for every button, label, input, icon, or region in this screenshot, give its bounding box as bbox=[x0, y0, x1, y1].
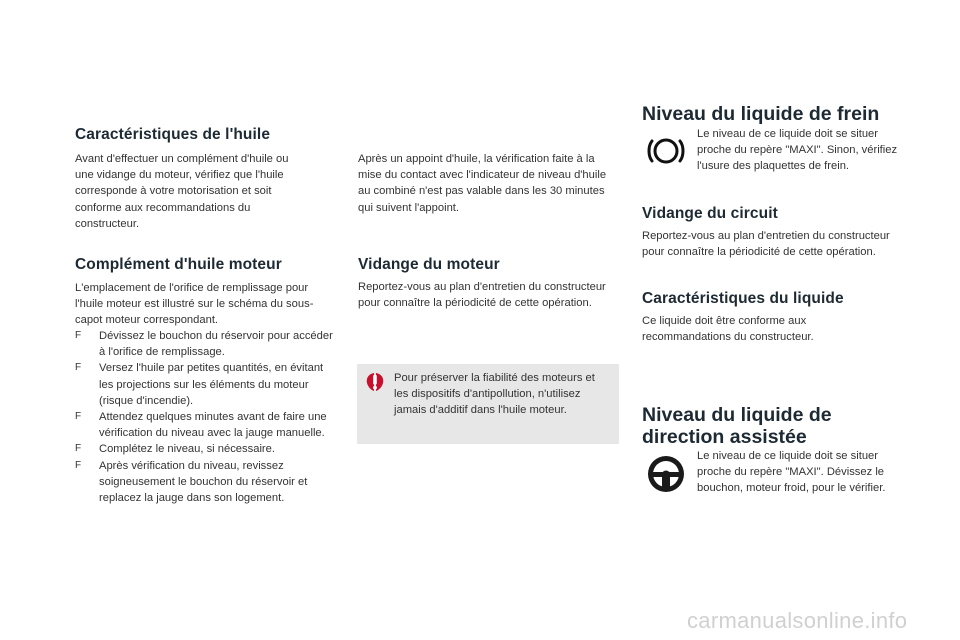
engine-drain-text: Reportez-vous au plan d'entretien du constructeur pour connaître la périodicité de cette opération. bbox=[358, 281, 606, 310]
brake-fluid-title: Niveau du liquide de frein bbox=[642, 103, 880, 125]
circuit-drain-title: Vidange du circuit bbox=[642, 205, 778, 222]
brake-warning-icon bbox=[646, 134, 686, 168]
bullet-icon: F bbox=[75, 362, 82, 374]
warning-box bbox=[357, 364, 619, 444]
power-steering-title: Niveau du liquide de direction assistée bbox=[642, 404, 832, 448]
brake-fluid-text: Le niveau de ce liquide doit se situer proche du repère "MAXI". Sinon, vérifiez l'usure des plaquettes de frein. bbox=[697, 128, 898, 173]
engine-drain-title: Vidange du moteur bbox=[358, 256, 500, 273]
list-item: F Attendez quelques minutes avant de faire une vérification du niveau avec la jauge manuelle. bbox=[75, 411, 327, 440]
steering-wheel-icon bbox=[646, 454, 686, 494]
fluid-specs-title: Caractéristiques du liquide bbox=[642, 290, 844, 307]
bullet-icon: F bbox=[75, 443, 82, 455]
power-steering-text: Le niveau de ce liquide doit se situer proche du repère "MAXI". Dévissez le bouchon, moteur froid, pour le vérifier. bbox=[697, 450, 886, 495]
list-item: F Versez l'huile par petites quantités, en évitant les projections sur les éléments du moteur (risque d'incendie). bbox=[75, 362, 324, 407]
oil-topup-steps bbox=[75, 328, 337, 506]
oil-topup-title: Complément d'huile moteur bbox=[75, 256, 282, 273]
fluid-specs-text: Ce liquide doit être conforme aux recommandations du constructeur. bbox=[642, 315, 814, 344]
bullet-icon: F bbox=[75, 330, 82, 341]
list-item: F Complétez le niveau, si nécessaire. bbox=[75, 441, 337, 457]
circuit-drain-text: Reportez-vous au plan d'entretien du constructeur pour connaître la périodicité de cette opération. bbox=[642, 230, 890, 259]
oil-topup-intro: L'emplacement de l'orifice de remplissage pour l'huile moteur est illustré sur le schéma du sous-capot moteur correspondant. bbox=[75, 282, 314, 327]
warning-text: Pour préserver la fiabilité des moteurs et les dispositifs d'antipollution, n'utilisez jamais d'additif dans l'huile moteur. bbox=[394, 372, 595, 417]
warning-hands-icon bbox=[363, 371, 387, 393]
oil-specs-text: Avant d'effectuer un complément d'huile ou une vidange du moteur, vérifiez que l'huile corresponde à votre motorisation et soit conforme aux recommandations du constructeur. bbox=[75, 153, 289, 230]
bullet-icon: F bbox=[75, 411, 82, 423]
bullet-icon: F bbox=[75, 459, 82, 471]
watermark-text: carmanualsonline.info bbox=[687, 608, 908, 633]
after-topup-text: Après un appoint d'huile, la vérification faite à la mise du contact avec l'indicateur de niveau d'huile au combiné n'est pas valable dans les 30 minutes qui suivent l'appoint. bbox=[358, 153, 607, 214]
list-item: F Après vérification du niveau, revissez soigneusement le bouchon du réservoir et replacez la jauge dans son logement. bbox=[75, 459, 308, 505]
oil-specs-title: Caractéristiques de l'huile bbox=[75, 126, 271, 143]
list-item: F Dévissez le bouchon du réservoir pour accéder à l'orifice de remplissage. bbox=[75, 330, 333, 359]
